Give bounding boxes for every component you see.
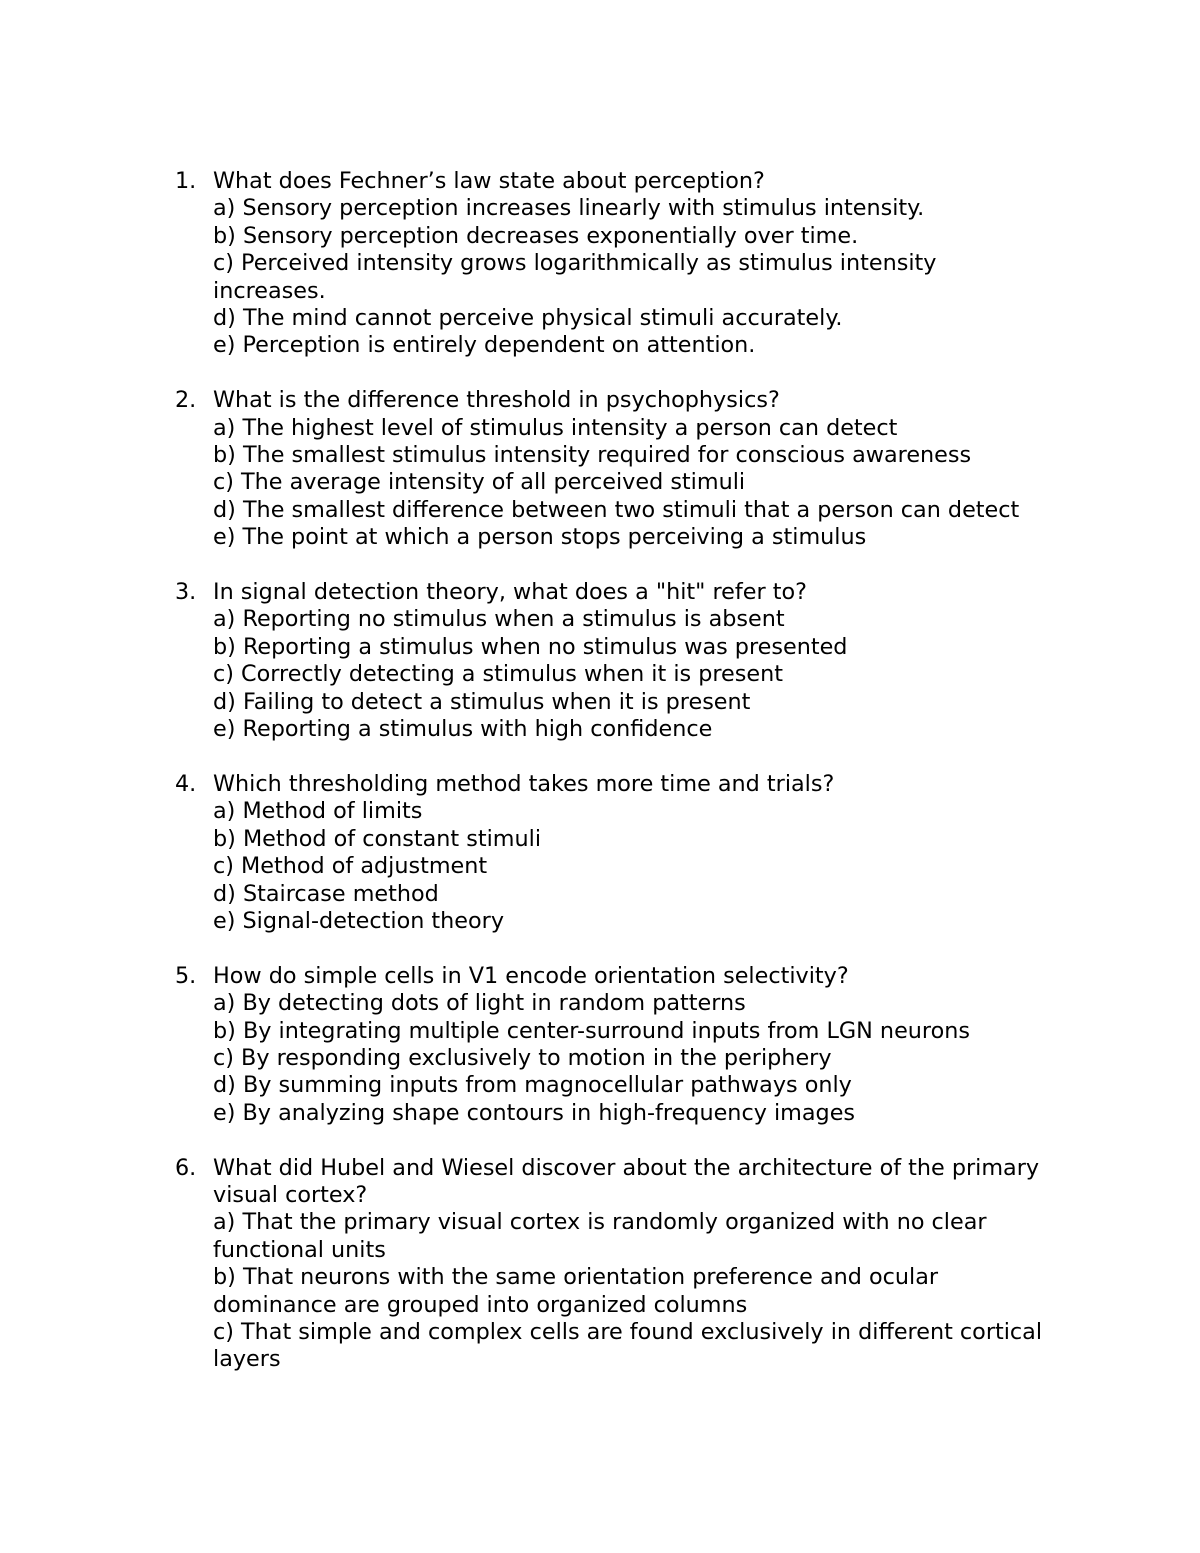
answer-option-a: a) By detecting dots of light in random patterns [213, 990, 746, 1017]
question-number: 1. [175, 168, 197, 194]
question-6 [175, 1155, 1055, 1374]
answer-option-e: e) Signal-detection theory [213, 907, 505, 934]
answer-option-c: c) Correctly detecting a stimulus when it is present [213, 661, 783, 688]
answer-option-e: e) Reporting a stimulus with high confidence [213, 716, 713, 743]
answer-option-d: d) Failing to detect a stimulus when it is present [213, 688, 751, 715]
question-number: 6. [175, 1154, 197, 1181]
answer-option-a: a) The highest level of stimulus intensity a person can detect [213, 414, 898, 441]
question-text: What does Fechner’s law state about perception? [213, 168, 765, 194]
answer-option-b: b) By integrating multiple center-surround inputs from LGN neurons [213, 1017, 970, 1044]
question-number: 3. [175, 579, 197, 606]
question-4 [175, 771, 1055, 935]
answer-option-b: b) That neurons with the same orientation preference and ocular dominance are grouped into organized columns [213, 1264, 939, 1318]
answer-option-d: d) Staircase method [213, 880, 439, 907]
question-text: In signal detection theory, what does a "hit" refer to? [213, 579, 807, 606]
answer-option-e: e) The point at which a person stops perceiving a stimulus [213, 524, 867, 551]
answer-option-e: e) By analyzing shape contours in high-frequency images [213, 1099, 856, 1126]
question-number: 5. [175, 962, 197, 989]
answer-option-d: d) The smallest difference between two stimuli that a person can detect [213, 496, 1020, 523]
answer-option-c: c) The average intensity of all perceived stimuli [213, 469, 746, 496]
question-text: What is the difference threshold in psychophysics? [213, 387, 780, 414]
answer-option-d: d) By summing inputs from magnocellular pathways only [213, 1072, 852, 1099]
answer-option-d: d) The mind cannot perceive physical stimuli accurately. [213, 305, 843, 332]
answer-option-c: c) By responding exclusively to motion in the periphery [213, 1044, 832, 1071]
answer-option-c: c) Perceived intensity grows logarithmically as stimulus intensity increases. [213, 250, 937, 304]
answer-option-a: a) Sensory perception increases linearly with stimulus intensity. [213, 195, 925, 222]
answer-option-b: b) The smallest stimulus intensity required for conscious awareness [213, 442, 972, 469]
question-text: What did Hubel and Wiesel discover about the architecture of the primary visual cortex? [213, 1154, 1040, 1208]
question-2 [175, 387, 1055, 551]
answer-option-a: a) That the primary visual cortex is randomly organized with no clear functional units [213, 1209, 987, 1263]
answer-option-b: b) Reporting a stimulus when no stimulus was presented [213, 633, 848, 660]
question-text: How do simple cells in V1 encode orientation selectivity? [213, 962, 849, 989]
answer-option-e: e) Perception is entirely dependent on attention. [213, 332, 756, 359]
answer-option-b: b) Sensory perception decreases exponentially over time. [213, 222, 859, 249]
question-text: Which thresholding method takes more time and trials? [213, 770, 835, 797]
question-3 [175, 579, 1055, 743]
question-list [175, 168, 1055, 1401]
question-1 [175, 168, 1055, 360]
answer-option-c: c) Method of adjustment [213, 853, 488, 880]
question-5 [175, 963, 1055, 1127]
question-number: 2. [175, 387, 197, 414]
answer-option-a: a) Reporting no stimulus when a stimulus is absent [213, 606, 785, 633]
question-number: 4. [175, 770, 197, 797]
answer-option-c: c) That simple and complex cells are found exclusively in different cortical layers [213, 1318, 1043, 1373]
answer-option-a: a) Method of limits [213, 798, 423, 825]
answer-option-b: b) Method of constant stimuli [213, 825, 542, 852]
